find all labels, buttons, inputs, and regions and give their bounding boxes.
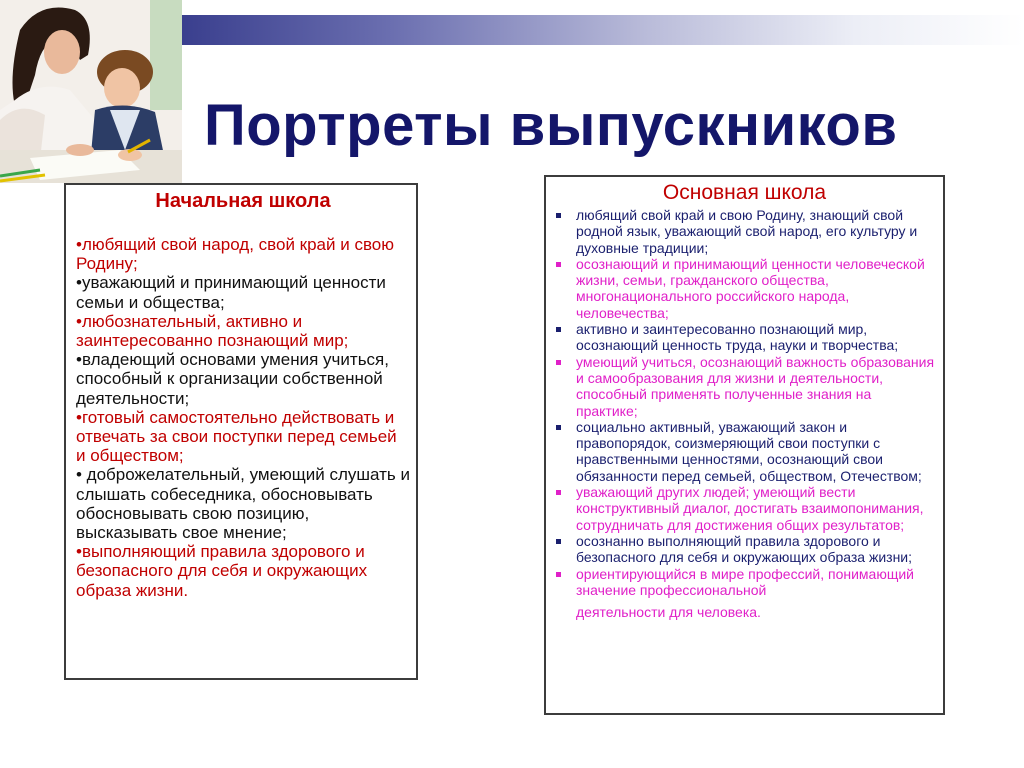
photo-illustration-icon [0,0,182,183]
list-item-text: умеющий учиться, осознающий важность образования и самообразования для жизни и деятельности, способный применять полученные знания на практике; [576,353,935,419]
list-item [554,566,935,599]
slide-title: Портреты выпускников [204,93,898,158]
basic-school-heading: Основная школа [662,181,827,204]
list-item: •владеющий основами умения учиться, способный к организации собственной деятельности; [76,350,389,408]
square-bullet-icon [556,213,561,218]
list-item [554,419,935,484]
list-item [554,354,935,419]
list-item-text: осознающий и принимающий ценности человеческой жизни, семьи, гражданского общества, многонационального российского народа, человечества; [576,255,925,321]
list-item [554,533,935,566]
primary-school-list [76,235,410,600]
list-item-text: любящий свой край и свою Родину, знающий свой родной язык, уважающий свой народ, его культуру и духовные традиции; [576,207,918,256]
list-item [554,321,935,354]
list-item-text: активно и заинтересованно познающий мир, осознающий ценность труда, науки и творчества; [576,321,899,354]
primary-school-box [64,183,418,680]
list-item: • доброжелательный, умеющий слушать и слышать собеседника, обосновывать обосновывать свою позицию, высказывать свое мнение; [76,465,410,543]
list-item [554,484,935,533]
basic-school-box [544,175,945,715]
primary-school-heading: Начальная школа [155,190,331,212]
list-item-text: деятельности для человека. [576,604,761,621]
square-bullet-icon [556,262,561,267]
square-bullet-icon [556,490,561,495]
list-item: •любознательный, активно и заинтересованно познающий мир; [76,311,349,351]
basic-school-list [554,207,935,620]
list-item-continuation [554,604,935,620]
list-item: •любящий свой народ, свой край и свою Родину; [76,235,394,274]
square-bullet-icon [556,539,561,544]
list-item: •уважающий и принимающий ценности семьи и общества; [76,273,386,312]
list-item [554,207,935,256]
header-gradient-bar [182,15,1024,45]
square-bullet-icon [556,360,561,365]
list-item [554,256,935,321]
list-item-text: осознанно выполняющий правила здорового и безопасного для себя и окружающих образа жизни; [576,532,913,566]
square-bullet-icon [556,572,561,577]
list-item-text: социально активный, уважающий закон и правопорядок, соизмеряющий свои поступки с нравственными ценностями, осознающий свои обязанности перед семьей, обществом, Отечеством; [576,418,922,484]
square-bullet-icon [556,425,561,430]
teacher-student-photo [0,0,182,183]
list-item-text: уважающий других людей; умеющий вести конструктивный диалог, достигать взаимопонимания, сотрудничать для достижения общих результатов; [576,484,924,533]
list-item: •готовый самостоятельно действовать и отвечать за свои поступки перед семьей и обществом; [76,407,397,466]
square-bullet-icon [556,327,561,332]
list-item-text: ориентирующийся в мире профессий, понимающий значение профессиональной [576,565,915,598]
list-item: •выполняющий правила здорового и безопасного для себя и окружающих образа жизни. [76,542,368,600]
